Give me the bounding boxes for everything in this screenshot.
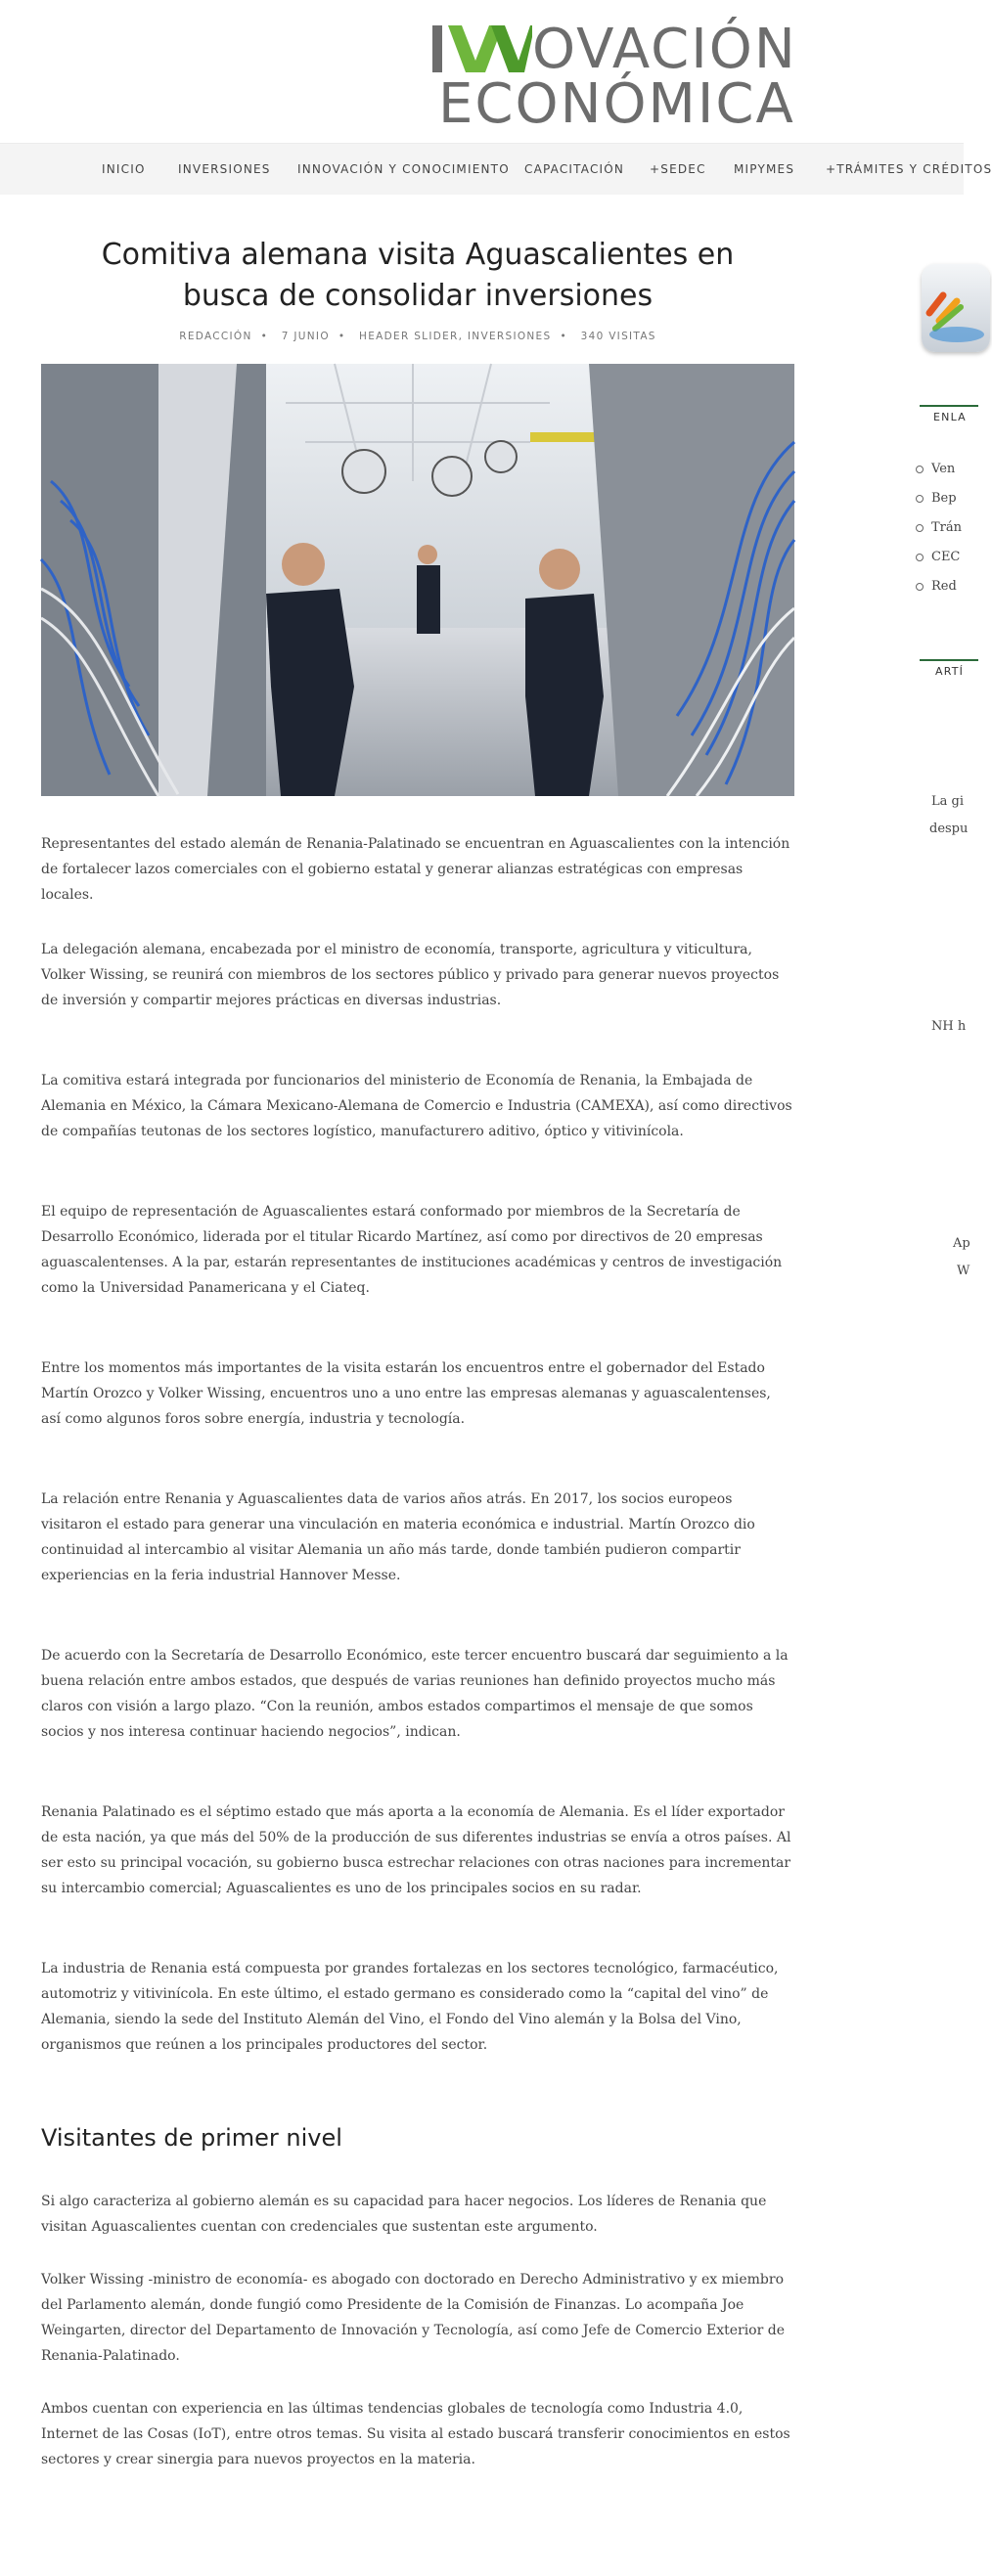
paragraph: Si algo caracteriza al gobierno alemán es su capacidad para hacer negocios. Los líderes de Renania que visitan Aguascalientes cuentan con credenciales que sustentan este argumento. (41, 2194, 767, 2235)
paragraph: Entre los momentos más importantes de la visita estarán los encuentros entre el gobernador del Estado Martín Orozco y Volker Wissing, encuentros uno a uno entre las empresas alemanas y aguascalentenses, así como algunos foros sobre energía, industria y tecnología. (41, 1360, 771, 1427)
paragraph: De acuerdo con la Secretaría de Desarrollo Económico, este tercer encuentro buscará dar seguimiento a la buena relación entre ambos estados, que después de varias reuniones han definido proyectos mucho más claros con visión a largo plazo. “Con la reunión, ambos estados compartimos el mensaje de que somos socios y nos interesa continuar haciendo negocios”, indican. (41, 1648, 789, 1740)
meta-author[interactable]: REDACCIÓN (179, 331, 252, 342)
hero-image (41, 364, 794, 796)
site-header (0, 0, 964, 143)
nav-item-tramites[interactable]: +TRÁMITES Y CRÉDITOS (826, 162, 992, 176)
sidebar-link[interactable]: CEC (916, 550, 960, 564)
logo-line-2: ECONÓMICA (438, 72, 795, 136)
sidebar-articles-heading: ARTÍ (935, 665, 965, 678)
meta-categories[interactable]: HEADER SLIDER, INVERSIONES (359, 331, 552, 342)
article (41, 235, 794, 2576)
paragraph: La delegación alemana, encabezada por el ministro de economía, transporte, agricultura y viticultura, Volker Wissing, se reunirá con miembros de los sectores público y privado para generar nuevos proyectos de inversión y compartir mejores prácticas en diversas industrias. (41, 942, 780, 1008)
sidebar (920, 254, 978, 1330)
sidebar-link[interactable]: Bep (916, 491, 957, 506)
meta-views: 340 VISITAS (580, 331, 656, 342)
nav-item-inversiones[interactable]: INVERSIONES (178, 162, 271, 176)
article-title: Comitiva alemana visita Aguascalientes en busca de consolidar inversiones (101, 238, 735, 313)
article-meta: REDACCIÓN • 7 JUNIO • HEADER SLIDER, INVERSIONES • 340 VISITAS (179, 331, 656, 342)
nav-item-inicio[interactable]: INICIO (102, 162, 146, 176)
site-logo[interactable] (430, 18, 802, 136)
paragraph: La relación entre Renania y Aguascalientes data de varios años atrás. En 2017, los socios europeos visitaron el estado para generar una vinculación en materia económica e industrial. Martín Orozco dio continuidad al intercambio al visitar Alemania un año más tarde, donde también pudieron compartir experiencias en la feria industrial Hannover Messe. (41, 1491, 755, 1583)
main-nav (0, 143, 992, 195)
sidebar-link[interactable]: Ven (916, 462, 955, 476)
sidebar-link[interactable]: Red (916, 579, 957, 594)
sidebar-snippet[interactable]: NH h (931, 1019, 967, 1034)
chart-arrows-icon (922, 264, 980, 342)
paragraph: Volker Wissing -ministro de economía- es abogado con doctorado en Derecho Administrativo y ex miembro del Parlamento alemán, donde fungió como Presidente de la Comisión de Finanzas. Lo acompaña Joe Weingarten, director del Departamento de Innovación y Tecnología, así como Jefe de Comercio Exterior de Renania-Palatinado. (41, 2272, 785, 2364)
meta-date: 7 JUNIO (281, 331, 330, 342)
paragraph: La industria de Renania está compuesta por grandes fortalezas en los sectores tecnológico, farmacéutico, automotriz y vitivinícola. En este último, el estado germano es considerado como la “capital del vino” de Alemania, siendo la sede del Instituto Alemán del Vino, el Fondo del Vino alemán y la Bolsa del Vino, organismos que reúnen a los principales productores del sector. (41, 1961, 779, 2053)
sidebar-snippet[interactable]: despu (929, 822, 969, 836)
nav-item-capacitacion[interactable]: CAPACITACIÓN (524, 162, 625, 176)
nav-item-sedec[interactable]: +SEDEC (650, 162, 706, 176)
sidebar-links-heading: ENLA (933, 411, 967, 423)
logo-text-1: OVACIÓN (532, 18, 797, 81)
paragraph: Renania Palatinado es el séptimo estado que más aporta a la economía de Alemania. Es el líder exportador de esta nación, ya que más del 50% de la producción de sus diferentes industrias se envía a otros países. Al ser esto su principal vocación, su gobierno busca estrechar relaciones con otras naciones para incrementar su intercambio comercial; Aguascalientes es uno de los principales socios en su radar. (41, 1804, 791, 1896)
sidebar-snippet[interactable]: Ap (953, 1236, 970, 1251)
paragraph: La comitiva estará integrada por funcionarios del ministerio de Economía de Renania, la Embajada de Alemania en México, la Cámara Mexicano-Alemana de Comercio e Industria (CAMEXA), así como directivos de compañías teutonas de los sectores logístico, manufacturero aditivo, óptico y vitivinícola. (41, 1073, 792, 1139)
nav-item-mipymes[interactable]: MIPYMES (734, 162, 795, 176)
sidebar-snippet[interactable]: W (957, 1264, 970, 1278)
section-heading: Visitantes de primer nivel (41, 2124, 342, 2152)
sidebar-rule (920, 405, 978, 407)
paragraph: Representantes del estado alemán de Renania-Palatinado se encuentran en Aguascalientes con la intención de fortalecer lazos comerciales con el gobierno estatal y generar alianzas estratégicas con empresas locales. (41, 836, 790, 903)
paragraph: Ambos cuentan con experiencia en las últimas tendencias globales de tecnología como Industria 4.0, Internet de las Cosas (IoT), entre otros temas. Su visita al estado buscará transferir conocimientos en estos sectores y crear sinergia para nuevos proyectos en la materia. (41, 2401, 790, 2467)
sidebar-link[interactable]: Trán (916, 520, 962, 535)
sidebar-banner[interactable] (922, 264, 990, 352)
sidebar-snippet[interactable]: La gi (931, 794, 964, 809)
nav-item-innovacion[interactable]: INNOVACIÓN Y CONOCIMIENTO (297, 162, 510, 176)
article-body (41, 796, 794, 2576)
sidebar-rule (920, 659, 978, 661)
paragraph: El equipo de representación de Aguascalientes estará conformado por miembros de la Secretaría de Desarrollo Económico, liderada por el titular Ricardo Martínez, así como por directivos de 20 empresas aguascalentenses. A la par, estarán representantes de instituciones académicas y centros de investigación como la Universidad Panamericana y el Ciateq. (41, 1204, 783, 1296)
